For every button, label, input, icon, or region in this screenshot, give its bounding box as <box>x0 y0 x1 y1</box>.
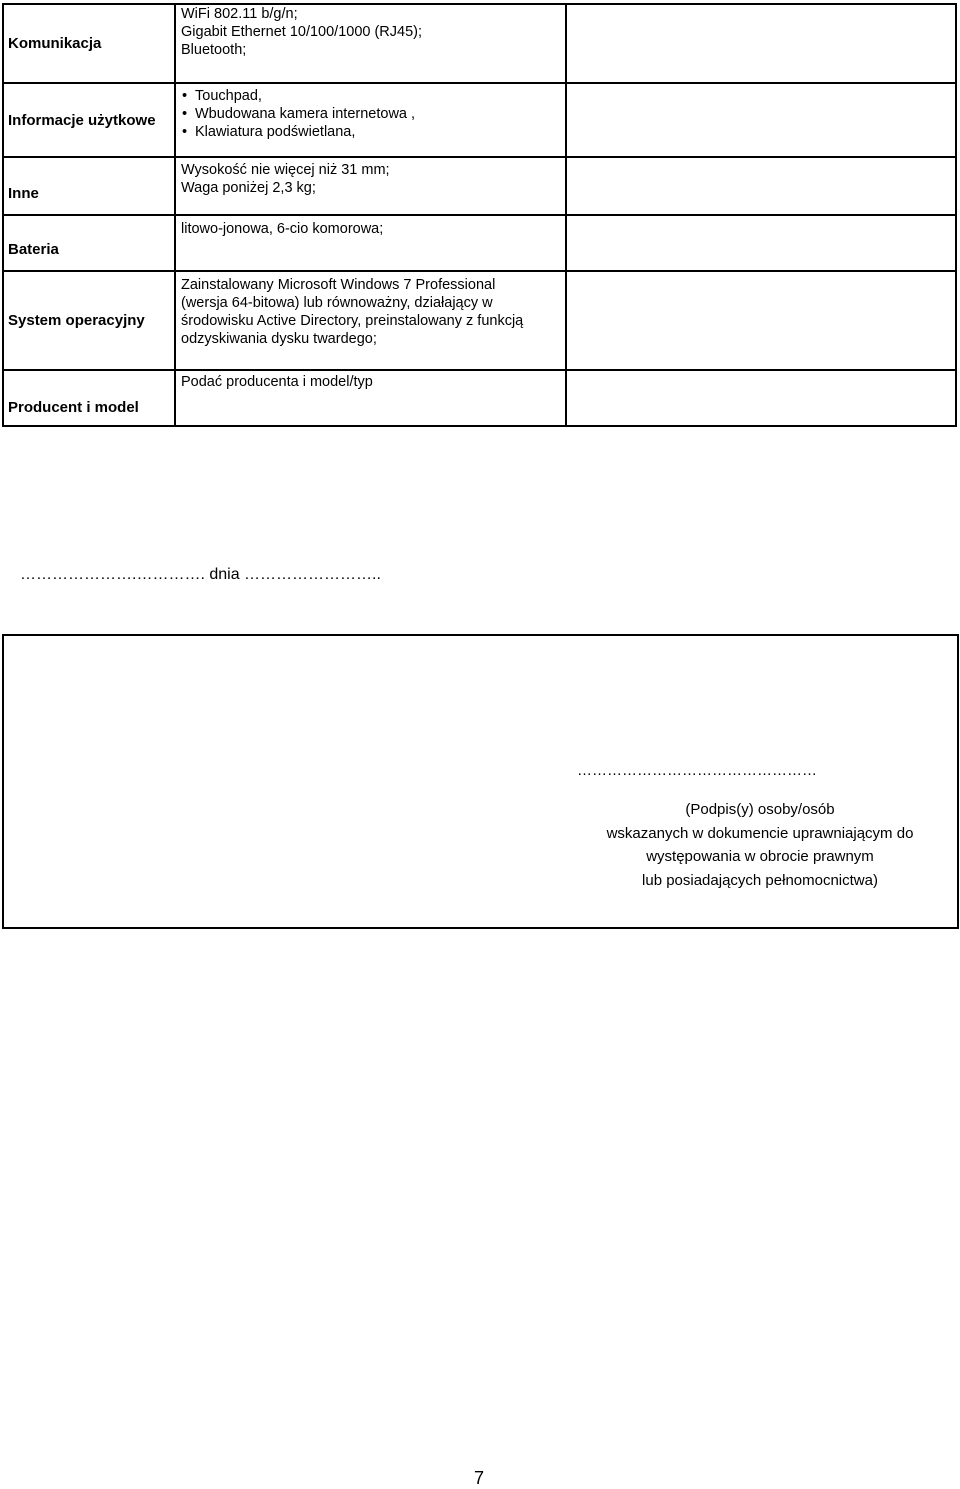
row-label: Informacje użytkowe <box>4 84 176 156</box>
empty-cell <box>567 84 955 156</box>
value-line: Bluetooth; <box>181 42 247 58</box>
value-line: (wersja 64-bitowa) lub równoważny, działający w <box>181 295 493 311</box>
row-value <box>176 371 567 426</box>
value-line: Waga poniżej 2,3 kg; <box>181 180 316 196</box>
row-label: Producent i model <box>4 371 176 426</box>
value-line: litowo-jonowa, 6-cio komorowa; <box>181 221 384 237</box>
signature-caption-line: wskazanych w dokumencie uprawniającym do <box>606 825 914 842</box>
empty-cell <box>567 371 955 426</box>
list-item: • Touchpad, <box>181 87 565 105</box>
list-item: • Wbudowana kamera internetowa , <box>181 105 565 123</box>
table-row <box>4 371 955 426</box>
signature-caption-line: lub posiadających pełnomocnictwa) <box>642 872 878 889</box>
row-value <box>176 272 567 369</box>
table-row <box>4 5 955 84</box>
signature-caption-line: (Podpis(y) osoby/osób <box>685 801 835 818</box>
specification-table <box>2 3 957 427</box>
empty-cell <box>567 158 955 214</box>
signature-caption-line: występowania w obrocie prawnym <box>646 848 874 865</box>
row-label: Bateria <box>4 216 176 270</box>
empty-cell <box>567 216 955 270</box>
row-value <box>176 158 567 214</box>
signature-dots: ………………………………………… <box>577 762 817 779</box>
empty-cell <box>567 5 955 82</box>
table-row <box>4 272 955 371</box>
value-line: odzyskiwania dysku twardego; <box>181 331 377 347</box>
value-line: środowisku Active Directory, preinstalowany z funkcją <box>181 313 524 329</box>
empty-cell <box>567 272 955 369</box>
table-row <box>4 84 955 158</box>
row-value <box>176 216 567 270</box>
value-line: Podać producenta i model/typ <box>181 374 373 390</box>
table-row <box>4 158 955 216</box>
value-line: Zainstalowany Microsoft Windows 7 Professional <box>181 277 496 293</box>
place-date-line: ………………….…………. dnia …………………….. <box>20 566 381 583</box>
page-number: 7 <box>474 1468 485 1488</box>
table-row <box>4 216 955 272</box>
list-item: • Klawiatura podświetlana, <box>181 123 565 141</box>
bullet-list <box>181 87 565 141</box>
row-label: Inne <box>4 158 176 214</box>
row-value <box>176 5 567 82</box>
row-label: Komunikacja <box>4 5 176 82</box>
value-line: Wysokość nie więcej niż 31 mm; <box>181 162 390 178</box>
row-label: System operacyjny <box>4 272 176 369</box>
value-line: WiFi 802.11 b/g/n; <box>181 6 298 22</box>
row-value <box>176 84 567 156</box>
value-line: Gigabit Ethernet 10/100/1000 (RJ45); <box>181 24 423 40</box>
